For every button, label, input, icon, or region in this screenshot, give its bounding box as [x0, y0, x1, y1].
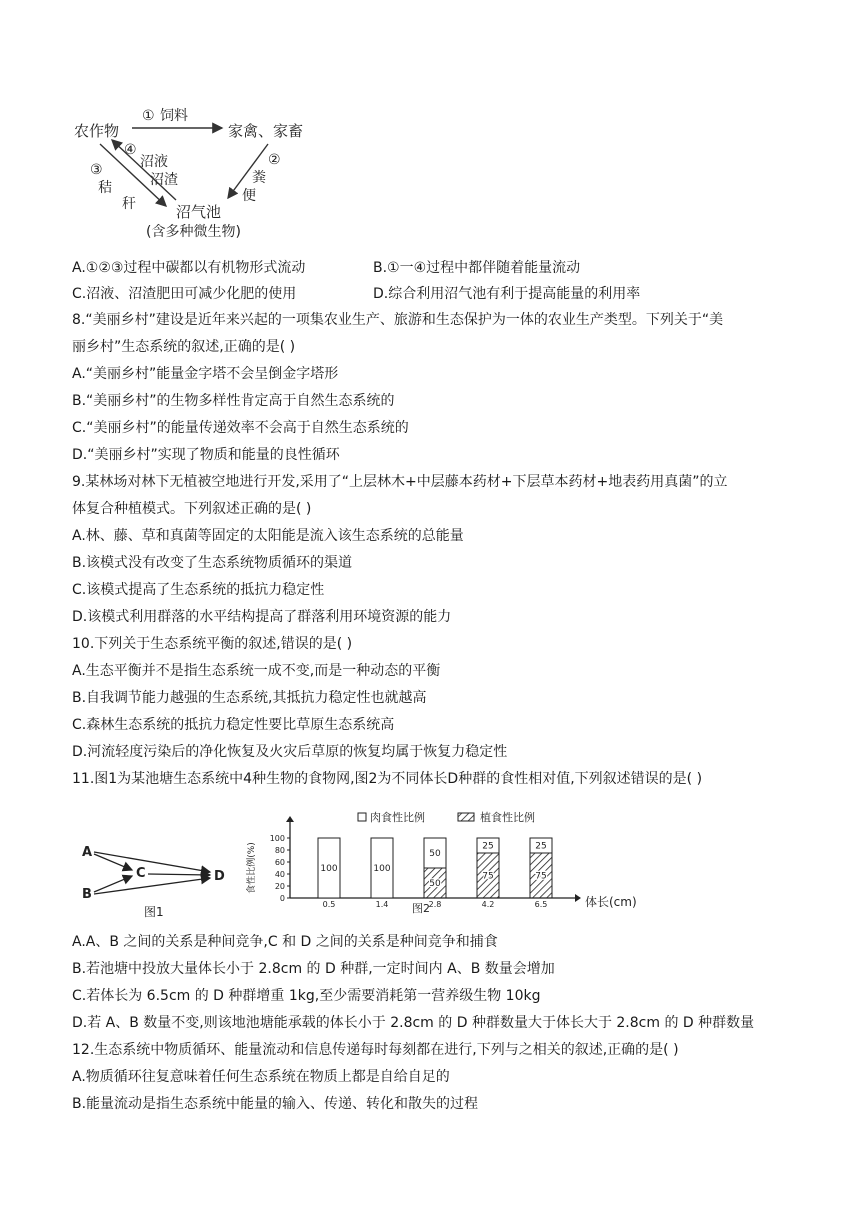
edge-slurry-arrow — [112, 140, 176, 200]
edge-slurry-l2: 沼渣 — [150, 172, 178, 188]
q11-option-b: B.若池塘中投放大量体长小于 2.8cm 的 D 种群,一定时间内 A、B 数量会增加 — [72, 961, 555, 977]
food-web-node-b: B — [82, 887, 92, 902]
food-web-node-c: C — [136, 866, 146, 881]
q10-stem: 10.下列关于生态系统平衡的叙述,错误的是( ) — [72, 636, 353, 652]
chart-y-tick-label: 80 — [274, 846, 285, 855]
node-biogas-sub: (含多种微生物) — [146, 224, 241, 240]
q9-option-c: C.该模式提高了生态系统的抵抗力稳定性 — [72, 582, 325, 598]
food-web-edge-c-d — [148, 874, 210, 875]
food-web-node-a: A — [82, 845, 93, 860]
chart-y-axis-arrow — [286, 816, 294, 822]
chart-caption: 图2 — [412, 902, 430, 915]
q12-option-a: A.物质循环往复意味着任何生态系统在物质上都是自给自足的 — [72, 1069, 450, 1085]
food-web-figure — [76, 832, 246, 932]
node-biogas: 沼气池 — [176, 203, 222, 221]
food-web-caption: 图1 — [144, 905, 164, 919]
q10-option-d: D.河流轻度污染后的净化恢复及火灾后草原的恢复均属于恢复力稳定性 — [72, 744, 508, 760]
edge-slurry-l1: 沼液 — [140, 154, 168, 170]
q9-option-d: D.该模式利用群落的水平结构提高了群落利用环境资源的能力 — [72, 609, 452, 625]
chart-bar-carnivore-label: 50 — [429, 849, 441, 859]
edge-slurry-num: ④ — [124, 142, 137, 158]
q11-option-c: C.若体长为 6.5cm 的 D 种群增重 1kg,至少需要消耗第一营养级生物 10kg — [72, 988, 541, 1004]
food-web-node-d: D — [214, 869, 225, 884]
edge-straw-l1: 秸 — [98, 180, 112, 196]
q8-stem-1: 8.“美丽乡村”建设是近年来兴起的一项集农业生产、旅游和生态保护为一体的农业生产类型。下列关于“美 — [72, 312, 724, 328]
chart-y-tick-label: 20 — [274, 882, 285, 891]
chart-bar-carnivore-label: 100 — [373, 864, 391, 874]
q8-option-d: D.“美丽乡村”实现了物质和能量的良性循环 — [72, 447, 340, 463]
chart-legend-swatch-herbivore — [458, 813, 474, 821]
chart-x-tick-label: 1.4 — [375, 900, 389, 909]
diet-chart — [240, 808, 637, 918]
q10-option-b: B.自我调节能力越强的生态系统,其抵抗力稳定性也就越高 — [72, 690, 427, 706]
chart-y-label: 食性比例(%) — [247, 842, 257, 894]
chart-bar-carnivore-label: 25 — [482, 841, 494, 852]
q7-option-d: D.综合利用沼气池有利于提高能量的利用率 — [373, 286, 641, 302]
q8-option-b: B.“美丽乡村”的生物多样性肯定高于自然生态系统的 — [72, 393, 395, 409]
q7-option-a: A.①②③过程中碳都以有机物形式流动 — [72, 260, 306, 276]
edge-manure-num: ② — [268, 152, 281, 168]
q9-option-b: B.该模式没有改变了生态系统物质循环的渠道 — [72, 555, 353, 571]
food-web-edge-b-d — [94, 878, 210, 894]
q11-stem: 11.图1为某池塘生态系统中4种生物的食物网,图2为不同体长D种群的食性相对值,下列叙述错误的是( ) — [72, 771, 703, 787]
q11-option-d: D.若 A、B 数量不变,则该地池塘能承载的体长小于 2.8cm 的 D 种群数量大于体长大于 2.8cm 的 D 种群数量 — [72, 1015, 755, 1031]
food-web-edge-a-c — [94, 854, 132, 870]
chart-bar-herbivore-label: 50 — [429, 879, 441, 889]
chart-bar-herbivore-label: 75 — [535, 871, 547, 882]
chart-bar-carnivore-label: 100 — [320, 864, 338, 874]
chart-y-tick-label: 100 — [269, 834, 285, 843]
q9-stem-2: 体复合种植模式。下列叙述正确的是( ) — [72, 501, 312, 517]
edge-straw-num: ③ — [90, 162, 103, 178]
q10-option-a: A.生态平衡并不是指生态系统一成不变,而是一种动态的平衡 — [72, 663, 441, 679]
chart-x-tick-label: 0.5 — [322, 900, 336, 909]
q8-option-c: C.“美丽乡村”的能量传递效率不会高于自然生态系统的 — [72, 420, 409, 436]
chart-y-tick-label: 60 — [274, 858, 285, 867]
chart-legend-carnivore: 肉食性比例 — [370, 811, 425, 824]
q11-option-a: A.A、B 之间的关系是种间竞争,C 和 D 之间的关系是种间竞争和捕食 — [72, 934, 498, 950]
chart-x-tick-label: 4.2 — [481, 900, 495, 909]
chart-y-tick-label: 40 — [274, 870, 285, 879]
q9-option-a: A.林、藤、草和真菌等固定的太阳能是流入该生态系统的总能量 — [72, 528, 464, 544]
edge-manure-l2: 便 — [242, 188, 256, 204]
edge-straw-l2: 秆 — [122, 196, 136, 212]
node-crops: 农作物 — [74, 122, 120, 140]
chart-y-tick-label: 0 — [279, 894, 285, 903]
node-livestock: 家禽、家畜 — [228, 122, 304, 140]
chart-x-axis-arrow — [575, 894, 581, 902]
q10-option-c: C.森林生态系统的抵抗力稳定性要比草原生态系统高 — [72, 717, 395, 733]
q7-option-b: B.①一④过程中都伴随着能量流动 — [373, 260, 581, 276]
edge-feed-num: ① — [142, 108, 155, 124]
chart-x-tick-label: 2.8 — [428, 900, 442, 909]
chart-legend-herbivore: 植食性比例 — [480, 811, 535, 824]
chart-bar-herbivore-label: 75 — [482, 871, 494, 882]
q12-stem: 12.生态系统中物质循环、能量流动和信息传递每时每刻都在进行,下列与之相关的叙述,正确的是( ) — [72, 1042, 679, 1058]
q8-option-a: A.“美丽乡村”能量金字塔不会呈倒金字塔形 — [72, 366, 339, 382]
chart-bar-carnivore-label: 25 — [535, 841, 547, 852]
q12-option-b: B.能量流动是指生态系统中能量的输入、传递、转化和散失的过程 — [72, 1096, 479, 1112]
q9-stem-1: 9.某林场对林下无植被空地进行开发,采用了“上层林木+中层藤本药材+下层草本药材+地表药用真菌”的立 — [72, 474, 728, 490]
edge-manure-l1: 粪 — [252, 170, 266, 186]
chart-x-tick-label: 6.5 — [534, 900, 548, 909]
q7-option-c: C.沼液、沼渣肥田可减少化肥的使用 — [72, 286, 297, 302]
edge-feed-label: 饲料 — [160, 108, 188, 124]
q8-stem-2: 丽乡村”生态系统的叙述,正确的是( ) — [72, 339, 296, 355]
chart-x-label: 体长(cm) — [585, 895, 637, 909]
chart-legend-swatch-carnivore — [358, 813, 366, 821]
